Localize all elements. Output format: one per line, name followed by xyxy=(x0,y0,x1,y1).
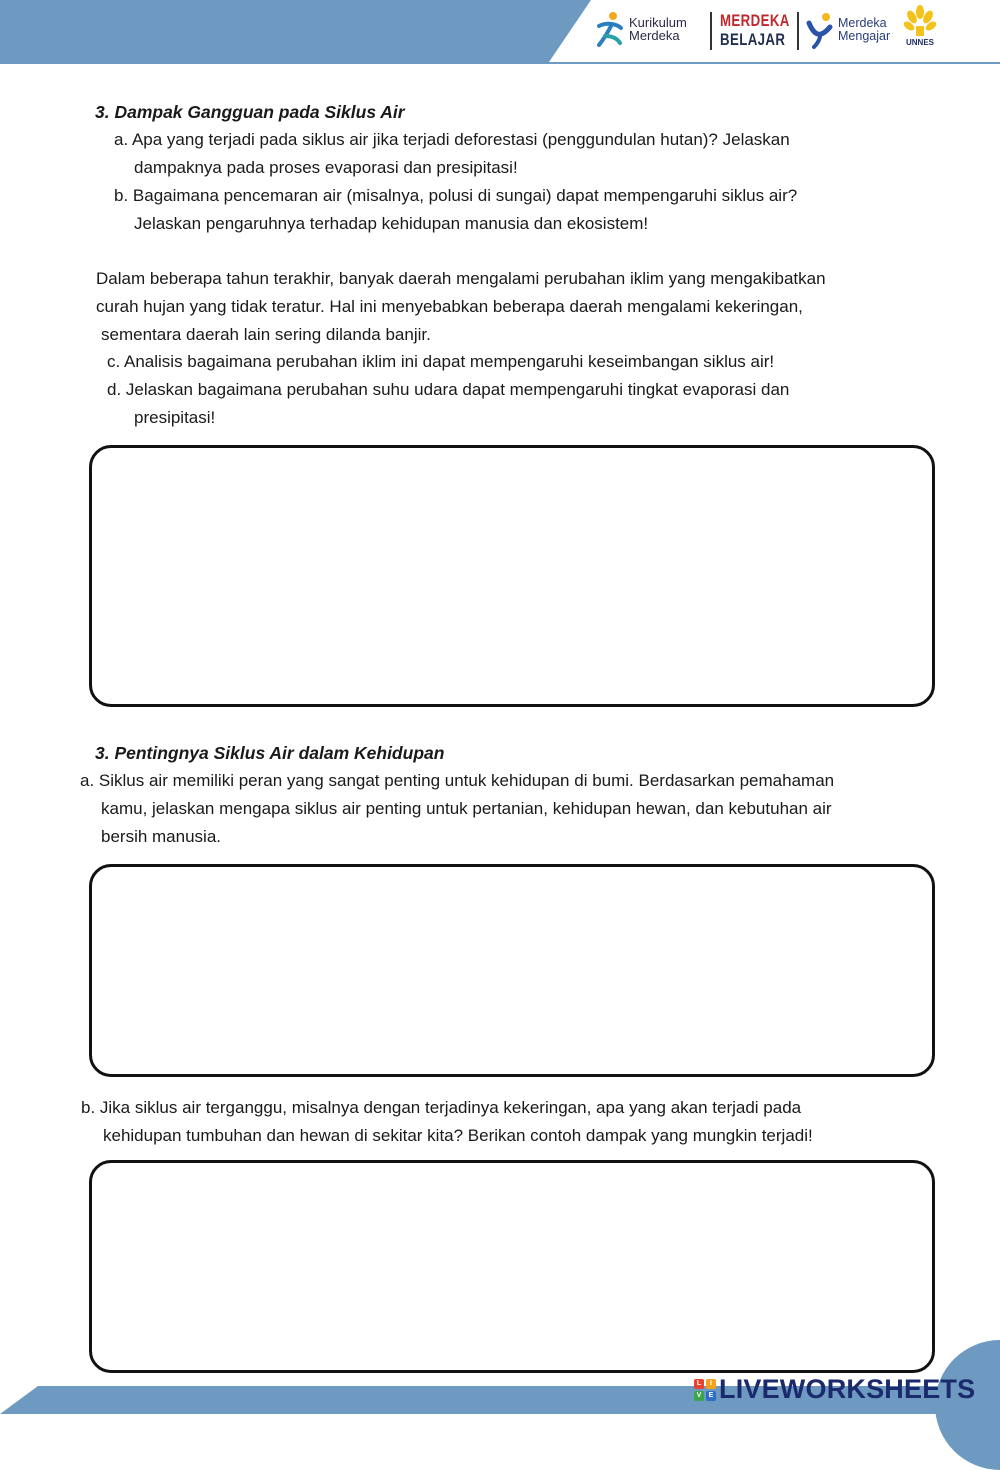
logo-divider xyxy=(710,12,712,50)
icon-letter-v: V xyxy=(694,1391,704,1401)
question-d-line1: d. Jelaskan bagaimana perubahan suhu udara dapat mempengaruhi tingkat evaporasi dan xyxy=(107,380,790,399)
question-a-line1: a. Apa yang terjadi pada siklus air jika terjadi deforestasi (penggundulan hutan)? Jelaskan xyxy=(114,130,790,149)
merdeka-belajar-line1: MERDEKA xyxy=(720,11,790,30)
section-heading-dampak: 3. Dampak Gangguan pada Siklus Air xyxy=(95,102,405,122)
question-2b-line2: kehidupan tumbuhan dan hewan di sekitar kita? Berikan contoh dampak yang mungkin terjadi! xyxy=(103,1126,813,1145)
liveworksheets-text: LIVEWORKSHEETS xyxy=(719,1374,976,1404)
kurikulum-merdeka-logo xyxy=(595,10,687,48)
paragraph-line3: sementara daerah lain sering dilanda banjir. xyxy=(101,325,431,344)
answer-box-1[interactable] xyxy=(89,445,935,707)
merdeka-mengajar-icon xyxy=(806,11,834,49)
question-a-line2: dampaknya pada proses evaporasi dan presipitasi! xyxy=(134,158,518,177)
merdeka-text: Merdeka xyxy=(629,28,680,43)
unnes-text: UNNES xyxy=(905,38,934,47)
merdeka-belajar-logo xyxy=(720,11,790,49)
question-2a-line1: a. Siklus air memiliki peran yang sangat penting untuk kehidupan di bumi. Berdasarkan pemahaman xyxy=(80,771,835,790)
question-b-line1: b. Bagaimana pencemaran air (misalnya, polusi di sungai) dapat mempengaruhi siklus air? xyxy=(114,186,798,205)
paragraph-line1: Dalam beberapa tahun terakhir, banyak daerah mengalami perubahan iklim yang mengakibatkan xyxy=(96,269,826,288)
merdeka-belajar-line2: BELAJAR xyxy=(720,30,786,49)
icon-letter-i: I xyxy=(706,1379,716,1389)
merdeka-mengajar-line1: Merdeka xyxy=(838,16,887,30)
section-heading-pentingnya: 3. Pentingnya Siklus Air dalam Kehidupan xyxy=(95,743,445,763)
merdeka-mengajar-line2: Mengajar xyxy=(838,29,891,43)
question-2b-line1: b. Jika siklus air terganggu, misalnya dengan terjadinya kekeringan, apa yang akan terjadi pada xyxy=(81,1098,802,1117)
question-c: c. Analisis bagaimana perubahan iklim ini dapat mempengaruhi keseimbangan siklus air! xyxy=(107,352,775,371)
liveworksheets-logo[interactable] xyxy=(694,1374,975,1405)
question-2a-line2: kamu, jelaskan mengapa siklus air penting untuk pertanian, kehidupan hewan, dan kebutuhan air xyxy=(101,799,832,818)
question-2a-line3: bersih manusia. xyxy=(101,827,222,846)
answer-box-3[interactable] xyxy=(89,1160,935,1373)
icon-letter-l: L xyxy=(694,1379,704,1389)
question-b-line2: Jelaskan pengaruhnya terhadap kehidupan manusia dan ekosistem! xyxy=(134,214,649,233)
answer-box-2[interactable] xyxy=(89,864,935,1077)
question-d-line2: presipitasi! xyxy=(134,408,216,427)
unnes-logo xyxy=(903,4,937,47)
kurikulum-text: Kurikulum xyxy=(629,15,687,30)
icon-letter-e: E xyxy=(706,1391,716,1401)
logo-divider xyxy=(797,12,799,50)
paragraph-line2: curah hujan yang tidak teratur. Hal ini menyebabkan beberapa daerah mengalami kekeringan, xyxy=(96,297,803,316)
liveworksheets-icon xyxy=(694,1379,716,1401)
unnes-emblem-icon xyxy=(903,4,937,40)
kurikulum-merdeka-icon xyxy=(595,10,625,48)
merdeka-mengajar-logo xyxy=(806,11,890,49)
